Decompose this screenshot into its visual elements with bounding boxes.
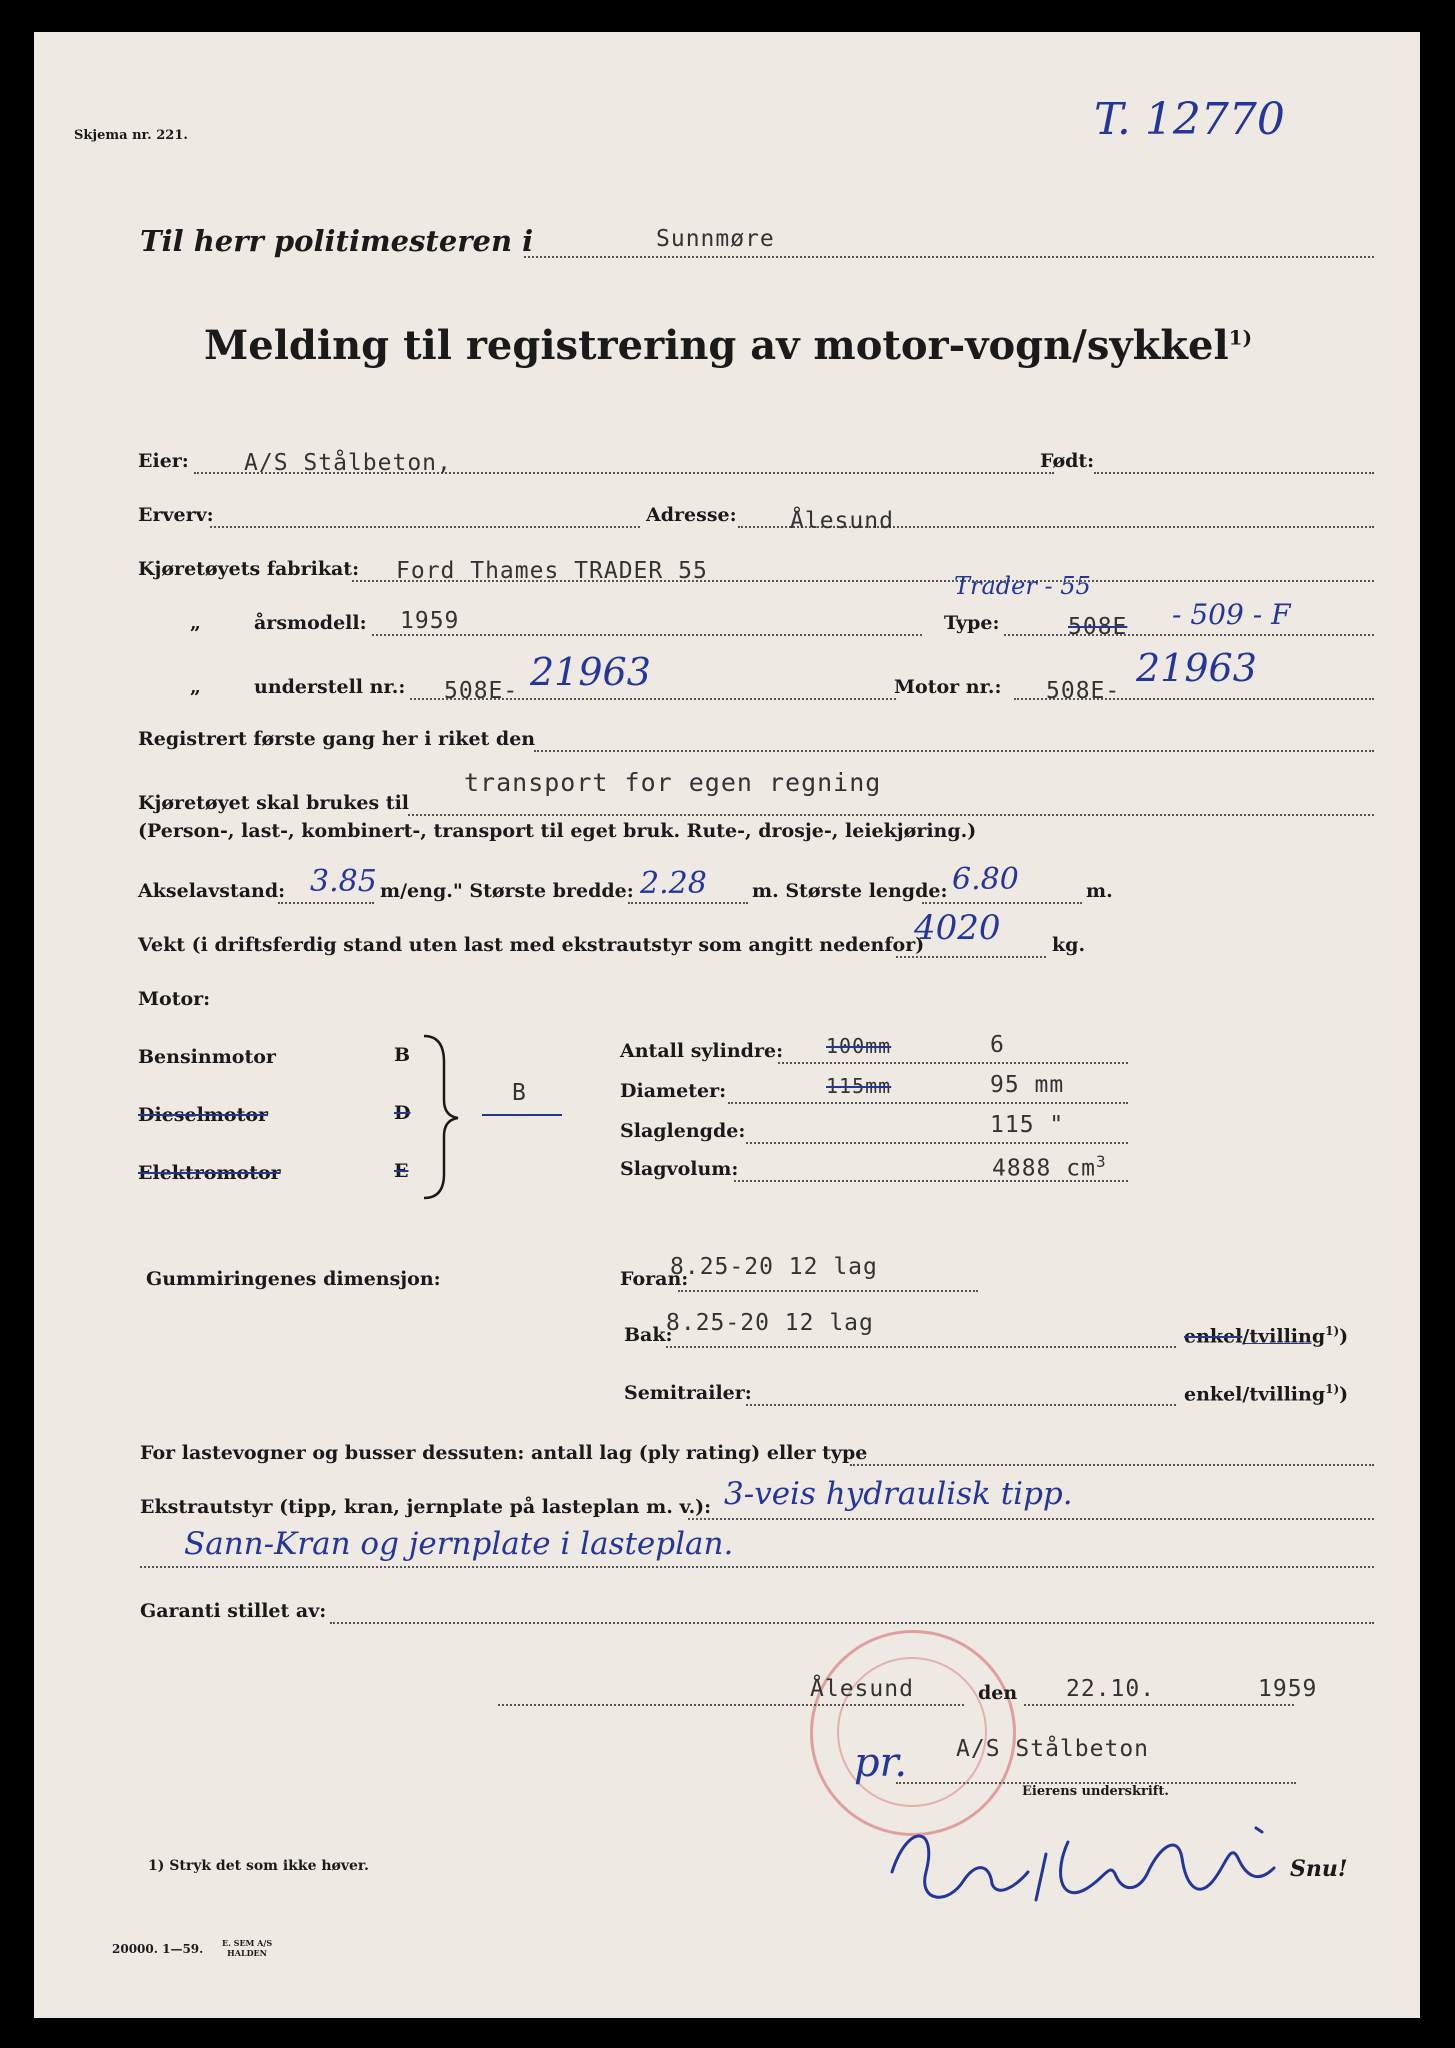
displacement-superscript: 3 [1095, 1152, 1107, 1171]
usage-line [408, 814, 1374, 816]
owner-label: Eier: [138, 450, 189, 472]
stroke-value: 115 " [990, 1112, 1065, 1138]
model-year-line [372, 634, 922, 636]
width-unit-length-label: m. Største lengde: [752, 880, 948, 902]
ditto-mark-2: „ [190, 676, 201, 698]
motor-code-petrol: B [394, 1044, 411, 1066]
date-line [1024, 1704, 1294, 1706]
addressee-label: Til herr politimesteren i [140, 224, 534, 258]
stroke-label: Slaglengde: [620, 1120, 746, 1142]
motor-code-diesel: D [394, 1102, 411, 1124]
motor-brace [420, 1032, 460, 1202]
first-registration-line [534, 750, 1374, 752]
type-handwritten-top: Trader - 55 [954, 572, 1091, 600]
axle-line [278, 902, 374, 904]
diameter-line [728, 1102, 1128, 1104]
truck-ply-label: For lastevogner og busser dessuten: antall lag (ply rating) eller type [140, 1442, 868, 1464]
motor-number-label: Motor nr.: [894, 676, 1002, 698]
print-info: 20000. 1—59. [112, 1942, 204, 1956]
place-line [498, 1704, 964, 1706]
cylinders-label: Antall sylindre: [620, 1040, 784, 1062]
type-handwritten: - 509 - F [1172, 598, 1291, 631]
axle-value: 3.85 [310, 864, 377, 899]
per-procura: pr. [854, 1740, 908, 1786]
diameter-value: 95 mm [990, 1072, 1065, 1098]
born-label: Født: [1040, 450, 1095, 472]
motor-typed: 508E- [1046, 678, 1121, 704]
form-title [204, 322, 1252, 369]
date-value: 22.10. [1066, 1676, 1156, 1702]
tyres-rear-label: Bak: [624, 1324, 673, 1346]
diameter-struck: 115mm [826, 1074, 892, 1098]
acquired-label: Erverv: [138, 504, 214, 526]
equipment-line-2 [140, 1566, 1374, 1568]
tyres-rear-note: 1) [1325, 1324, 1340, 1338]
axle-unit-width-label: m/eng." Største bredde: [380, 880, 634, 902]
printer-line-1: E. SEM A/S [222, 1938, 273, 1948]
axle-label: Akselavstand: [138, 880, 286, 902]
acquired-line [210, 526, 640, 528]
owner-value: A/S Stålbeton, [244, 450, 452, 476]
motor-type-diesel: Dieselmotor [138, 1104, 269, 1126]
weight-line [896, 956, 1046, 958]
semitrailer-option: enkel/tvilling$^{1)}$) [1184, 1382, 1349, 1406]
guarantee-line [330, 1622, 1374, 1624]
signature-caption: Eierens underskrift. [1022, 1784, 1169, 1799]
stroke-line [746, 1142, 1128, 1144]
width-value: 2.28 [640, 866, 707, 901]
type-label: Type: [944, 612, 1000, 634]
address-label: Adresse: [646, 504, 737, 526]
type-line [1004, 634, 1374, 636]
semitrailer-option-text: enkel/tvilling [1184, 1383, 1326, 1406]
tyres-front-label: Foran: [620, 1268, 689, 1290]
tyres-rear-single-struck: enkel [1184, 1325, 1243, 1348]
chassis-handwritten: 21963 [530, 650, 651, 694]
displacement-number: 4888 cm [992, 1155, 1096, 1182]
motor-type-petrol: Bensinmotor [138, 1046, 276, 1068]
first-registration-label: Registrert første gang her i riket den [138, 728, 536, 750]
motor-handwritten: 21963 [1136, 646, 1257, 690]
printer-mark [222, 1938, 272, 1958]
turn-page-note: Snu! [1290, 1856, 1348, 1882]
semitrailer-note: 1) [1325, 1382, 1340, 1396]
tyres-rear-value: 8.25-20 12 lag [666, 1310, 874, 1336]
footnote: 1) Stryk det som ikke høver. [148, 1858, 369, 1874]
model-year-value: 1959 [400, 608, 460, 634]
weight-value: 4020 [914, 908, 1001, 948]
usage-value: transport for egen regning [464, 768, 882, 797]
diameter-label: Diameter: [620, 1080, 727, 1102]
semitrailer-label: Semitrailer: [624, 1382, 752, 1404]
guarantee-label: Garanti stillet av: [140, 1600, 327, 1622]
chassis-typed: 508E- [444, 678, 519, 704]
semitrailer-line [746, 1404, 1176, 1406]
equipment-value-2: Sann-Kran og jernplate i lasteplan. [184, 1526, 734, 1562]
motor-code-electric: E [394, 1160, 409, 1182]
cylinders-line [778, 1062, 1128, 1064]
ditto-mark-1: „ [190, 612, 201, 634]
form-number: Skjema nr. 221. [74, 128, 188, 143]
addressee-value: Sunnmøre [656, 226, 775, 252]
tyres-label: Gummiringenes dimensjon: [146, 1268, 441, 1290]
handwritten-signature [878, 1802, 1308, 1922]
tyres-front-line [678, 1290, 978, 1292]
addressee-line [524, 256, 1374, 258]
motor-selected: B [512, 1080, 527, 1106]
width-line [628, 902, 748, 904]
usage-label: Kjøretøyet skal brukes til [138, 792, 410, 814]
signature-company: A/S Stålbeton [956, 1736, 1150, 1762]
length-line [922, 902, 1082, 904]
chassis-label: understell nr.: [254, 676, 406, 698]
make-value: Ford Thames TRADER 55 [396, 558, 708, 584]
displacement-label: Slagvolum: [620, 1158, 739, 1180]
cylinders-struck: 100mm [826, 1034, 892, 1058]
type-typed-struck: 508E [1068, 614, 1128, 640]
make-label: Kjøretøyets fabrikat: [138, 558, 360, 580]
registration-form [34, 32, 1420, 2018]
weight-label: Vekt (i driftsferdig stand uten last med ekstrautstyr som angitt nedenfor) [138, 934, 925, 956]
motor-selected-underline [482, 1114, 562, 1116]
place-value: Ålesund [810, 1676, 914, 1702]
tyres-rear-option: enkel/tvilling$^{1)}$) [1184, 1324, 1349, 1348]
reference-number: T. 12770 [1094, 94, 1285, 145]
motor-type-electric: Elektromotor [138, 1162, 281, 1184]
year-value: 1959 [1258, 1676, 1318, 1702]
date-den-label: den [978, 1682, 1018, 1704]
length-unit: m. [1086, 880, 1113, 902]
equipment-line-1 [688, 1518, 1374, 1520]
motor-label: Motor: [138, 988, 211, 1010]
weight-unit: kg. [1052, 934, 1086, 956]
length-value: 6.80 [952, 862, 1019, 897]
equipment-value-1: 3-veis hydraulisk tipp. [724, 1476, 1073, 1512]
born-line [1094, 472, 1374, 474]
tyres-rear-twin: /tvilling [1242, 1325, 1326, 1348]
form-title-text: Melding til registrering av motor-vogn/sykkel [204, 322, 1229, 369]
form-title-note: 1) [1228, 325, 1253, 350]
address-value: Ålesund [790, 508, 894, 534]
truck-ply-line [850, 1464, 1374, 1466]
equipment-label: Ekstrautstyr (tipp, kran, jernplate på lasteplan m. v.): [140, 1496, 712, 1518]
cylinders-value: 6 [990, 1032, 1005, 1058]
model-year-label: årsmodell: [254, 612, 367, 634]
printer-line-2: HALDEN [227, 1948, 267, 1958]
tyres-rear-line [666, 1346, 1176, 1348]
displacement-value [992, 1152, 1107, 1182]
usage-options: (Person-, last-, kombinert-, transport til eget bruk. Rute-, drosje-, leiekjøring.) [138, 820, 977, 842]
tyres-front-value: 8.25-20 12 lag [670, 1254, 878, 1280]
